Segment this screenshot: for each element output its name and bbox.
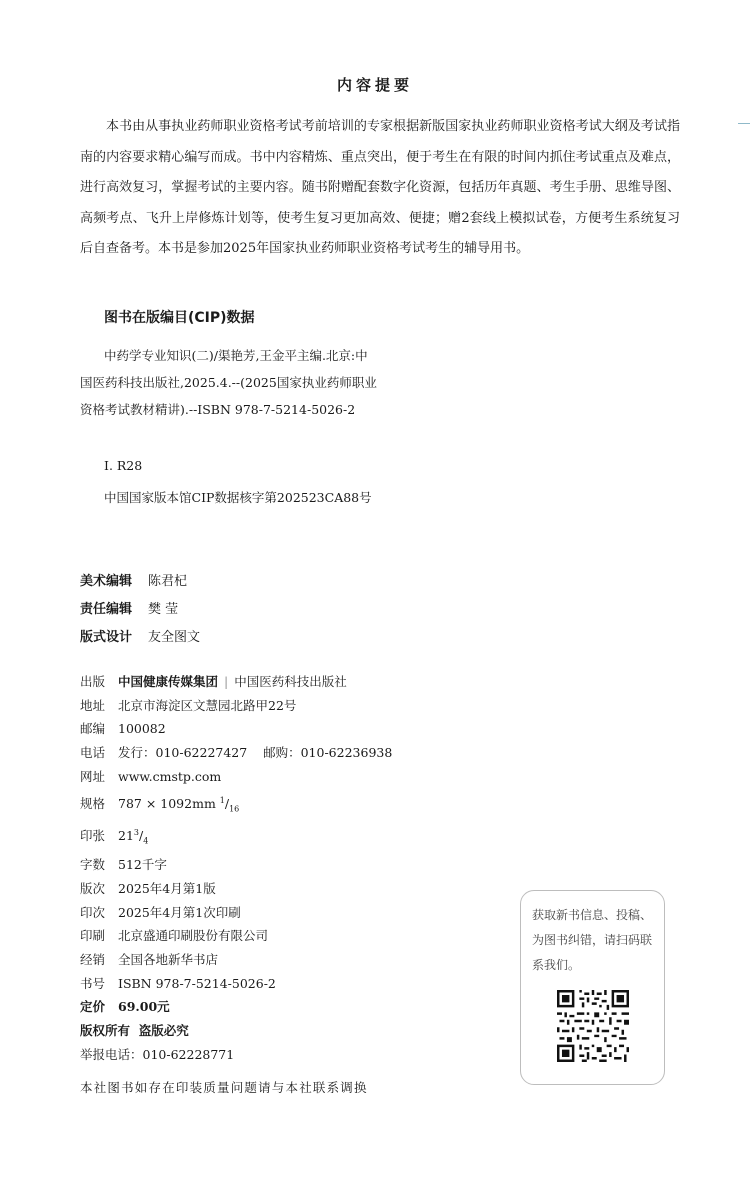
printing-row <box>80 901 392 925</box>
isbn-label: 书号 <box>80 975 106 991</box>
format-row: 规格 787 × 1092mm $^1/_{16}$ <box>80 789 392 821</box>
publishing-info <box>80 670 392 1067</box>
publisher-name: 中国医药科技出版社 <box>234 674 347 689</box>
wordcount-label: 字数 <box>80 857 106 873</box>
isbn-row <box>80 972 392 996</box>
publisher-group: 中国健康传媒集团 <box>118 674 219 689</box>
footer-note: 本社图书如存在印装质量问题请与本社联系调换 <box>80 1080 368 1095</box>
price-value: 69.00元 <box>118 999 170 1015</box>
edition-label: 版次 <box>80 880 106 896</box>
publisher-label: 出版 <box>80 674 106 689</box>
credit-value: 樊 莹 <box>148 602 179 617</box>
edition-row <box>80 877 392 901</box>
edition-value: 2025年4月第1版 <box>118 880 216 896</box>
publisher-row <box>80 670 392 694</box>
postcode-row <box>80 717 392 741</box>
format-fraction-num: 1 <box>219 795 225 805</box>
cip-classification: Ⅰ. R28 <box>104 458 143 473</box>
phone-value: 发行：010-62227427 邮购：010-62236938 <box>118 745 393 761</box>
format-fraction-den: 16 <box>229 804 240 814</box>
sheets-num: 3 <box>133 827 139 837</box>
report-phone: 举报电话：010-62228771 <box>80 1046 235 1062</box>
format-label: 规格 <box>80 795 106 811</box>
qr-code-icon <box>557 990 629 1062</box>
postcode-value: 100082 <box>118 721 166 737</box>
credit-value: 友全图文 <box>148 630 201 645</box>
price-label: 定价 <box>80 999 106 1015</box>
price-row <box>80 995 392 1019</box>
distributor-value: 全国各地新华书店 <box>118 952 219 968</box>
sheets-label: 印张 <box>80 828 106 844</box>
printing-label: 印次 <box>80 904 106 920</box>
printing-value: 2025年4月第1次印刷 <box>118 904 241 920</box>
address-label: 地址 <box>80 697 106 713</box>
credits-block <box>80 568 200 652</box>
credit-row <box>80 624 200 652</box>
cip-approval-number: 中国国家版本馆CIP数据核字第202523CA88号 <box>104 490 372 505</box>
edge-mark <box>738 123 750 124</box>
website-value: www.cmstp.com <box>118 768 222 784</box>
format-value: 787 × 1092mm <box>118 795 216 811</box>
address-value: 北京市海淀区文慧园北路甲22号 <box>118 697 297 713</box>
printer-row <box>80 924 392 948</box>
wordcount-value: 512千字 <box>118 857 167 873</box>
phone-label: 电话 <box>80 745 106 761</box>
credit-row <box>80 596 200 624</box>
website-label: 网址 <box>80 768 106 784</box>
credit-label: 版式设计 <box>80 630 133 645</box>
sheets-den: 4 <box>143 836 149 846</box>
sheets-whole: 21 <box>118 828 134 844</box>
cip-heading: 图书在版编目(CIP)数据 <box>104 310 255 326</box>
credit-value: 陈君杞 <box>148 574 188 589</box>
credit-label: 责任编辑 <box>80 602 133 617</box>
distributor-label: 经销 <box>80 952 106 968</box>
distributor-row <box>80 948 392 972</box>
sheets-row: 印张 $21^3/_4$ <box>80 821 392 853</box>
isbn-value: ISBN 978-7-5214-5026-2 <box>118 975 276 991</box>
cip-entry: 中药学专业知识(二)/渠艳芳,王金平主编.北京:中国医药科技出版社,2025.4.--(2025国家执业药师职业资格考试教材精讲).--ISBN 978-7-5214-5026-2 <box>80 348 377 417</box>
website-row <box>80 765 392 789</box>
phone-row <box>80 741 392 765</box>
printer-value: 北京盛通印刷股份有限公司 <box>118 928 269 944</box>
credit-label: 美术编辑 <box>80 574 133 589</box>
summary-title: 内容提要 <box>336 76 413 94</box>
publisher-separator: | <box>224 674 229 689</box>
address-row <box>80 694 392 718</box>
postcode-label: 邮编 <box>80 721 106 737</box>
qr-contact-text: 获取新书信息、投稿、为图书纠错，请扫码联系我们。 <box>532 908 653 972</box>
summary-text: 本书由从事执业药师职业资格考试考前培训的专家根据新版国家执业药师职业资格考试大纲及考试指南的内容要求精心编写而成。书中内容精炼、重点突出，便于考生在有限的时间内抓住考试重点及难点，进行高效复习，掌握考试的主要内容。随书附赠配套数字化资源，包括历年真题、考生手册、思维导图、高频考点、飞升上岸修炼计划等，使考生复习更加高效、便捷；赠2套线上模拟试卷，方便考生系统复习后自查备考。本书是参加2025年国家执业药师职业资格考试考生的辅导用书。 <box>80 119 680 256</box>
copyright-notice: 版权所有 盗版必究 <box>80 1023 189 1039</box>
credit-row <box>80 568 200 596</box>
wordcount-row <box>80 853 392 877</box>
summary-body <box>80 112 680 265</box>
printer-label: 印刷 <box>80 928 106 944</box>
